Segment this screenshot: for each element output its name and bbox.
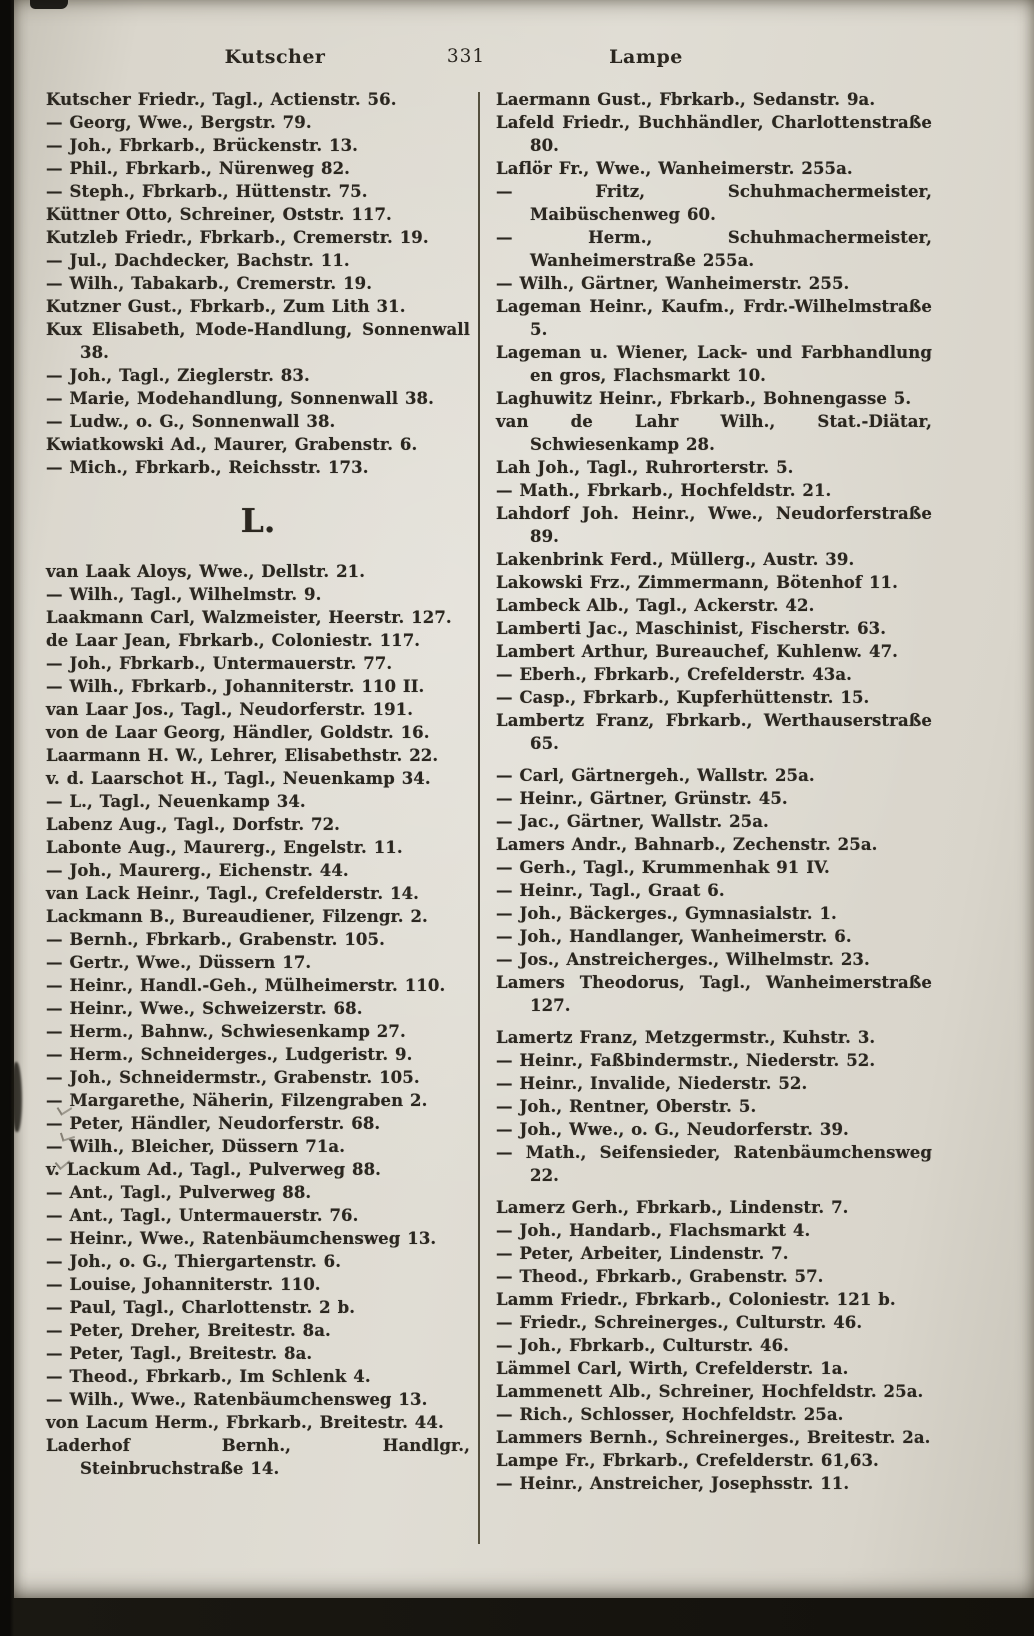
directory-entry: — L., Tagl., Neuenkamp 34. xyxy=(46,792,306,811)
directory-entry: — Wilh., Tagl., Wilhelmstr. 9. xyxy=(46,585,322,604)
directory-entry: Lammers Bernh., Schreinerges., Breitestr. 2a. xyxy=(496,1428,931,1447)
entry-group xyxy=(46,88,470,479)
directory-entry: — Wilh., Tabakarb., Cremerstr. 19. xyxy=(46,274,373,293)
directory-entry: — Herm., Bahnw., Schwiesenkamp 27. xyxy=(46,1022,406,1041)
directory-entry: Kux Elisabeth, Mode-Handlung, Sonnenwall 38. xyxy=(46,320,470,362)
entry-group xyxy=(496,764,932,1017)
directory-entry: Lamers Theodorus, Tagl., Wanheimerstraße 127. xyxy=(496,973,932,1015)
directory-entry: — Heinr., Handl.-Geh., Mülheimerstr. 110. xyxy=(46,976,446,995)
directory-entry: — Mich., Fbrkarb., Reichsstr. 173. xyxy=(46,458,369,477)
directory-entry: Lamerz Gerh., Fbrkarb., Lindenstr. 7. xyxy=(496,1198,849,1217)
directory-entry: — Heinr., Tagl., Graat 6. xyxy=(496,881,725,900)
directory-entry: Lamm Friedr., Fbrkarb., Coloniestr. 121 b. xyxy=(496,1290,896,1309)
directory-entry: — Joh., Fbrkarb., Brückenstr. 13. xyxy=(46,136,359,155)
directory-entry: — Wilh., Fbrkarb., Johanniterstr. 110 II. xyxy=(46,677,425,696)
directory-entry: van Laak Aloys, Wwe., Dellstr. 21. xyxy=(46,562,366,581)
directory-entry: Kwiatkowski Ad., Maurer, Grabenstr. 6. xyxy=(46,435,418,454)
directory-entry: — Math., Seifensieder, Ratenbäumchensweg 22. xyxy=(496,1143,932,1185)
directory-entry: van Laar Jos., Tagl., Neudorferstr. 191. xyxy=(46,700,414,719)
directory-entry: — Heinr., Wwe., Schweizerstr. 68. xyxy=(46,999,363,1018)
directory-entry: — Fritz, Schuhmachermeister, Maibüschenweg 60. xyxy=(496,182,932,224)
left-column-l-entries xyxy=(46,560,470,1480)
left-column-k-entries xyxy=(46,88,470,479)
directory-entry: Lageman Heinr., Kaufm., Frdr.-Wilhelmstraße 5. xyxy=(496,297,932,339)
directory-entry: — Carl, Gärtnergeh., Wallstr. 25a. xyxy=(496,766,815,785)
directory-entry: — Math., Fbrkarb., Hochfeldstr. 21. xyxy=(496,481,832,500)
directory-entry: — Heinr., Faßbindermstr., Niederstr. 52. xyxy=(496,1051,876,1070)
directory-entry: Lambeck Alb., Tagl., Ackerstr. 42. xyxy=(496,596,815,615)
directory-entry: — Herm., Schuhmachermeister, Wanheimerstraße 255a. xyxy=(496,228,932,270)
entry-group xyxy=(496,1026,932,1187)
directory-entry: Kutzner Gust., Fbrkarb., Zum Lith 31. xyxy=(46,297,406,316)
directory-entry: — Georg, Wwe., Bergstr. 79. xyxy=(46,113,312,132)
directory-entry: de Laar Jean, Fbrkarb., Coloniestr. 117. xyxy=(46,631,421,650)
directory-entry: — Jos., Anstreicherges., Wilhelmstr. 23. xyxy=(496,950,870,969)
directory-entry: — Jul., Dachdecker, Bachstr. 11. xyxy=(46,251,350,270)
directory-entry: — Joh., Schneidermstr., Grabenstr. 105. xyxy=(46,1068,420,1087)
directory-entry: — Ludw., o. G., Sonnenwall 38. xyxy=(46,412,336,431)
column-divider-rule xyxy=(478,92,480,1544)
directory-entry: — Heinr., Invalide, Niederstr. 52. xyxy=(496,1074,808,1093)
directory-entry: Lah Joh., Tagl., Ruhrorterstr. 5. xyxy=(496,458,794,477)
directory-entry: Lackmann B., Bureaudiener, Filzengr. 2. xyxy=(46,907,428,926)
directory-entry: — Wilh., Wwe., Ratenbäumchensweg 13. xyxy=(46,1390,428,1409)
directory-entry: — Gerh., Tagl., Krummenhak 91 IV. xyxy=(496,858,830,877)
directory-entry: Lakenbrink Ferd., Müllerg., Austr. 39. xyxy=(496,550,855,569)
section-heading-L: L. xyxy=(240,501,276,540)
directory-entry: — Marie, Modehandlung, Sonnenwall 38. xyxy=(46,389,434,408)
directory-entry: — Joh., Handlanger, Wanheimerstr. 6. xyxy=(496,927,852,946)
directory-entry: Lakowski Frz., Zimmermann, Bötenhof 11. xyxy=(496,573,898,592)
directory-entry: — Peter, Tagl., Breitestr. 8a. xyxy=(46,1344,313,1363)
directory-entry: — Heinr., Wwe., Ratenbäumchensweg 13. xyxy=(46,1229,437,1248)
directory-entry: v. Lackum Ad., Tagl., Pulverweg 88. xyxy=(46,1160,382,1179)
directory-entry: — Joh., Bäckerges., Gymnasialstr. 1. xyxy=(496,904,837,923)
entry-group xyxy=(496,88,932,755)
entry-group xyxy=(496,1196,932,1495)
directory-entry: — Joh., Fbrkarb., Culturstr. 46. xyxy=(496,1336,790,1355)
directory-entry: — Joh., Handarb., Flachsmarkt 4. xyxy=(496,1221,811,1240)
directory-entry: — Peter, Händler, Neudorferstr. 68. xyxy=(46,1114,381,1133)
directory-entry: — Eberh., Fbrkarb., Crefelderstr. 43a. xyxy=(496,665,852,684)
directory-entry: Lageman u. Wiener, Lack- und Farbhandlung en gros, Flachsmarkt 10. xyxy=(496,343,932,385)
directory-entry: — Paul, Tagl., Charlottenstr. 2 b. xyxy=(46,1298,356,1317)
directory-entry: — Theod., Fbrkarb., Im Schlenk 4. xyxy=(46,1367,371,1386)
directory-entry: — Theod., Fbrkarb., Grabenstr. 57. xyxy=(496,1267,824,1286)
directory-entry: Lamertz Franz, Metzgermstr., Kuhstr. 3. xyxy=(496,1028,876,1047)
entry-group xyxy=(46,560,470,1480)
directory-entry: — Margarethe, Näherin, Filzengraben 2. xyxy=(46,1091,428,1110)
directory-entry: — Joh., Fbrkarb., Untermauerstr. 77. xyxy=(46,654,393,673)
directory-entry: Laderhof Bernh., Handlgr., Steinbruchstraße 14. xyxy=(46,1436,470,1478)
page-paper xyxy=(14,0,1034,1598)
directory-entry: — Gertr., Wwe., Düssern 17. xyxy=(46,953,312,972)
directory-entry: v. d. Laarschot H., Tagl., Neuenkamp 34. xyxy=(46,769,431,788)
directory-entry: Kutscher Friedr., Tagl., Actienstr. 56. xyxy=(46,90,397,109)
directory-entry: — Joh., Maurerg., Eichenstr. 44. xyxy=(46,861,349,880)
directory-entry: Labonte Aug., Maurerg., Engelstr. 11. xyxy=(46,838,403,857)
directory-entry: — Joh., Wwe., o. G., Neudorferstr. 39. xyxy=(496,1120,849,1139)
directory-entry: Laflör Fr., Wwe., Wanheimerstr. 255a. xyxy=(496,159,853,178)
directory-entry: Lafeld Friedr., Buchhändler, Charlottenstraße 80. xyxy=(496,113,932,155)
directory-entry: — Friedr., Schreinerges., Culturstr. 46. xyxy=(496,1313,863,1332)
directory-entry: von Lacum Herm., Fbrkarb., Breitestr. 44. xyxy=(46,1413,444,1432)
directory-entry: — Peter, Arbeiter, Lindenstr. 7. xyxy=(496,1244,789,1263)
directory-entry: — Heinr., Gärtner, Grünstr. 45. xyxy=(496,789,788,808)
directory-entry: Laghuwitz Heinr., Fbrkarb., Bohnengasse 5. xyxy=(496,389,912,408)
directory-entry: Lamers Andr., Bahnarb., Zechenstr. 25a. xyxy=(496,835,878,854)
directory-entry: — Steph., Fbrkarb., Hüttenstr. 75. xyxy=(46,182,368,201)
directory-entry: — Wilh., Gärtner, Wanheimerstr. 255. xyxy=(496,274,850,293)
directory-entry: — Rich., Schlosser, Hochfeldstr. 25a. xyxy=(496,1405,844,1424)
catchword-left: Kutscher xyxy=(224,46,326,68)
right-column xyxy=(496,88,932,1495)
directory-entry: Laakmann Carl, Walzmeister, Heerstr. 127. xyxy=(46,608,452,627)
directory-entry: — Phil., Fbrkarb., Nürenweg 82. xyxy=(46,159,351,178)
directory-entry: Lambert Arthur, Bureauchef, Kuhlenw. 47. xyxy=(496,642,898,661)
directory-entry: Kutzleb Friedr., Fbrkarb., Cremerstr. 19. xyxy=(46,228,429,247)
directory-entry: — Ant., Tagl., Untermauerstr. 76. xyxy=(46,1206,359,1225)
page-number: 331 xyxy=(446,46,486,67)
directory-entry: van de Lahr Wilh., Stat.-Diätar, Schwiesenkamp 28. xyxy=(496,412,932,454)
directory-entry: Laarmann H. W., Lehrer, Elisabethstr. 22. xyxy=(46,746,439,765)
directory-entry: — Louise, Johanniterstr. 110. xyxy=(46,1275,321,1294)
directory-entry: — Joh., Rentner, Oberstr. 5. xyxy=(496,1097,757,1116)
directory-entry: — Herm., Schneiderges., Ludgeristr. 9. xyxy=(46,1045,413,1064)
directory-entry: Lambertz Franz, Fbrkarb., Werthauserstraße 65. xyxy=(496,711,932,753)
directory-entry: Labenz Aug., Tagl., Dorfstr. 72. xyxy=(46,815,341,834)
directory-entry: Laermann Gust., Fbrkarb., Sedanstr. 9a. xyxy=(496,90,876,109)
directory-entry: Lamberti Jac., Maschinist, Fischerstr. 63. xyxy=(496,619,887,638)
directory-entry: — Joh., Tagl., Zieglerstr. 83. xyxy=(46,366,310,385)
left-column xyxy=(46,88,470,1480)
directory-entry: — Jac., Gärtner, Wallstr. 25a. xyxy=(496,812,769,831)
directory-entry: van Lack Heinr., Tagl., Crefelderstr. 14. xyxy=(46,884,420,903)
directory-entry: Lammenett Alb., Schreiner, Hochfeldstr. 25a. xyxy=(496,1382,924,1401)
directory-entry: — Heinr., Anstreicher, Josephsstr. 11. xyxy=(496,1474,850,1493)
directory-entry: Küttner Otto, Schreiner, Oststr. 117. xyxy=(46,205,392,224)
directory-entry: Lämmel Carl, Wirth, Crefelderstr. 1a. xyxy=(496,1359,849,1378)
directory-entry: von de Laar Georg, Händler, Goldstr. 16. xyxy=(46,723,430,742)
directory-entry: — Ant., Tagl., Pulverweg 88. xyxy=(46,1183,312,1202)
directory-entry: Lampe Fr., Fbrkarb., Crefelderstr. 61,63. xyxy=(496,1451,879,1470)
scan-artifact-top-left xyxy=(30,0,68,9)
right-column-entries xyxy=(496,88,932,1495)
directory-entry: — Peter, Dreher, Breitestr. 8a. xyxy=(46,1321,331,1340)
directory-entry: — Bernh., Fbrkarb., Grabenstr. 105. xyxy=(46,930,385,949)
directory-entry: — Joh., o. G., Thiergartenstr. 6. xyxy=(46,1252,342,1271)
scan-edge-smudge xyxy=(12,1062,22,1132)
catchword-right: Lampe xyxy=(609,46,683,68)
directory-entry: Lahdorf Joh. Heinr., Wwe., Neudorferstraße 89. xyxy=(496,504,932,546)
directory-entry: — Casp., Fbrkarb., Kupferhüttenstr. 15. xyxy=(496,688,870,707)
running-head xyxy=(14,46,1034,74)
directory-entry: — Wilh., Bleicher, Düssern 71a. xyxy=(46,1137,346,1156)
